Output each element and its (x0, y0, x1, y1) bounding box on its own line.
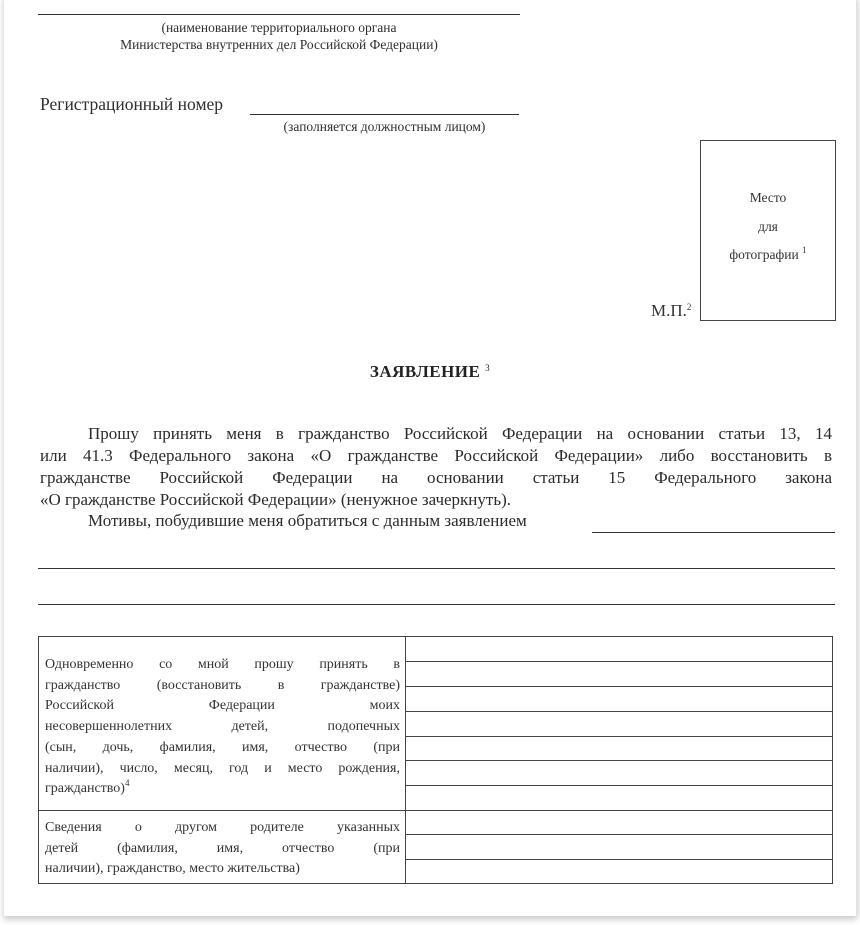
children-row-input[interactable] (407, 687, 832, 711)
children-row-input[interactable] (407, 761, 832, 784)
authority-name-field[interactable] (38, 14, 520, 15)
stamp-label (651, 301, 691, 321)
paragraph-line: «О гражданстве Российской Федерации» (ненужное зачеркнуть). (40, 490, 511, 509)
photo-label-line3 (701, 247, 835, 263)
label-line: несовершеннолетних детей, подопечных (45, 719, 400, 735)
label-line-text: гражданство) (45, 781, 125, 797)
label-line: детей (фамилия, имя, отчество (при (45, 840, 400, 856)
stamp-footnote: 2 (686, 302, 692, 312)
photo-label-line2: для (758, 219, 778, 234)
children-row-input[interactable] (407, 662, 832, 686)
stamp-label-text: М.П. (651, 301, 687, 320)
children-row-input[interactable] (407, 786, 832, 809)
authority-caption (38, 19, 520, 53)
label-line (45, 779, 400, 800)
application-paragraph (40, 423, 832, 511)
children-info-table (38, 636, 833, 884)
registration-label: Регистрационный номер (40, 94, 224, 114)
label-line: Сведения о другом родителе указанных (45, 820, 400, 835)
children-row-input[interactable] (407, 737, 832, 760)
motives-label: Мотивы, побудившие меня обратиться с данным заявлением (88, 511, 527, 530)
label-line: Одновременно со мной прошу принять в (45, 657, 400, 672)
children-section-label (45, 655, 400, 800)
document-title-text: ЗАЯВЛЕНИЕ (369, 362, 481, 381)
photo-label-line1: Место (749, 190, 787, 205)
label-line: наличии), гражданство, место жительства) (45, 861, 300, 877)
label-line: наличии), число, месяц, год и место рождения, (45, 760, 400, 776)
other-parent-section-label (45, 818, 400, 880)
paragraph-line (40, 423, 832, 445)
other-parent-row-input[interactable] (407, 811, 832, 833)
registration-number-field[interactable] (250, 114, 519, 115)
label-line: гражданство (восстановить в гражданстве) (45, 677, 400, 693)
children-row-input[interactable] (407, 712, 832, 736)
other-parent-row-input[interactable] (407, 835, 832, 858)
authority-caption-line1: (наименование территориального органа (161, 20, 397, 35)
other-parent-row-input[interactable] (407, 860, 832, 882)
paragraph-line: или 41.3 Федерального закона «О гражданстве Российской Федерации» либо восстановить в (40, 446, 832, 465)
motives-field-line3[interactable] (38, 604, 835, 605)
children-footnote: 4 (124, 778, 130, 789)
motives-field-line2[interactable] (38, 568, 835, 569)
paragraph-line: гражданстве Российской Федерации на основании статьи 15 Федерального закона (40, 468, 832, 487)
label-line: Российской Федерации моих (45, 698, 400, 714)
motives-field-line1[interactable] (592, 532, 835, 533)
label-line: (сын, дочь, фамилия, имя, отчество (при (45, 739, 400, 755)
authority-caption-line2: Министерства внутренних дел Российской Федерации) (120, 37, 438, 52)
photo-placeholder-box (700, 140, 836, 321)
photo-footnote: 1 (802, 245, 807, 255)
paragraph-line-text: Прошу принять меня в гражданство Российской Федерации на основании статьи 13, 14 (88, 424, 832, 443)
registration-caption: (заполняется должностным лицом) (283, 119, 486, 134)
document-title (0, 362, 860, 382)
children-row-input[interactable] (407, 637, 832, 661)
title-footnote: 3 (485, 363, 491, 373)
photo-label-line3-text: фотографии (729, 247, 799, 262)
